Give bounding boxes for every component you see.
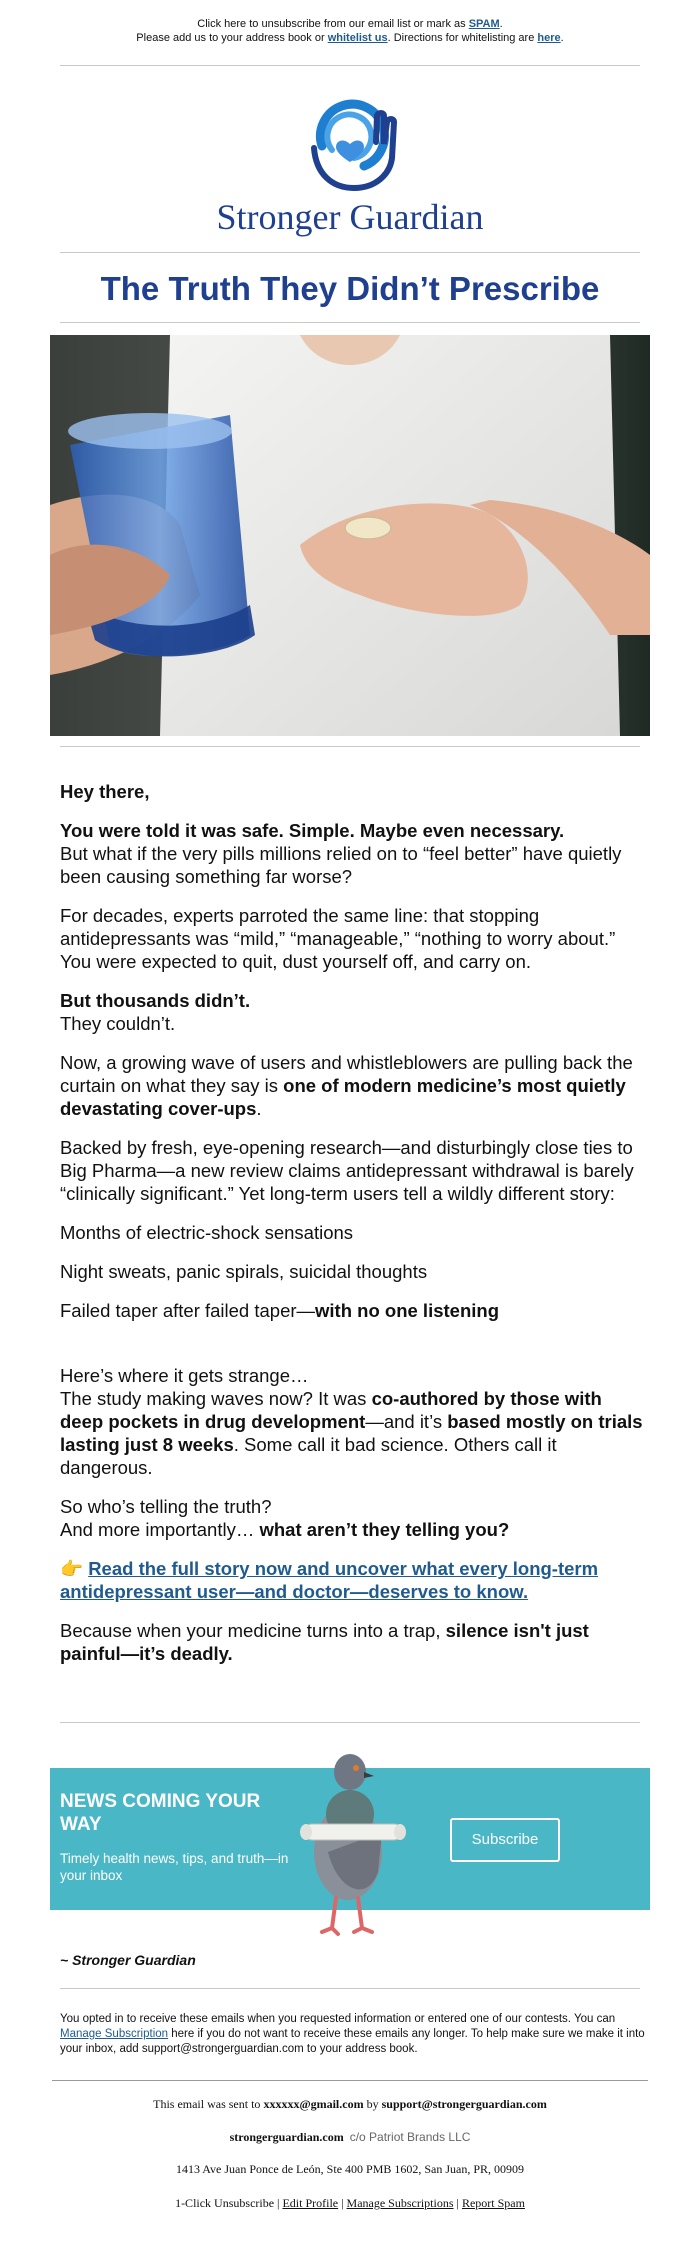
hero-image[interactable]	[50, 335, 650, 736]
footer-links	[0, 2196, 700, 2211]
footer-company-line	[0, 2130, 700, 2145]
greeting: Hey there,	[60, 781, 150, 802]
paragraph-4-start: Now, a growing wave of users and whistleblowers are pulling back the curtain on what they say is	[60, 1052, 633, 1096]
footer-sent-a: This email was sent to	[153, 2097, 264, 2111]
pigeon-mascot	[298, 1742, 408, 1937]
manage-subscription-link[interactable]: Manage Subscription	[60, 2028, 169, 2040]
article-body	[60, 780, 650, 1681]
woman-pill-water-illustration	[50, 335, 650, 736]
banner-title: NEWS COMING YOUR WAY	[60, 1791, 261, 1835]
guardian-heart-hand-icon	[204, 88, 496, 198]
paragraph-2: For decades, experts parroted the same line: that stopping antidepressants was “mild,” “manageable,” “nothing to worry about.” You were expected to quit, dust yourself off, and carry on.	[60, 905, 616, 972]
divider	[60, 322, 640, 323]
opt-in-notice	[60, 2012, 645, 2057]
paragraph-5: Backed by fresh, eye-opening research—and disturbingly close ties to Big Pharma—a new review claims antidepressant withdrawal is barely “clinically significant.” Yet long-term users tell a wildly different story:	[60, 1137, 634, 1204]
whitelist-link[interactable]: whitelist us	[327, 32, 388, 44]
paragraph-7-lead: So who’s telling the truth?	[60, 1496, 272, 1517]
paragraph-3-rest: They couldn’t.	[60, 1013, 176, 1034]
paragraph-8-emphasis: silence isn't just painful—it’s deadly.	[60, 1620, 589, 1664]
here-link[interactable]: here	[537, 32, 561, 44]
paragraph-3	[60, 989, 650, 1035]
list-item-emphasis: with no one listening	[315, 1300, 499, 1321]
footer-sender: support@strongerguardian.com	[381, 2097, 547, 2111]
footer-domain: strongerguardian.com	[229, 2130, 344, 2144]
preheader	[0, 17, 700, 45]
paragraph-1-rest: But what if the very pills millions relied on to “feel better” have quietly been causing something far worse?	[60, 843, 622, 887]
cta-paragraph	[60, 1557, 650, 1603]
manage-subscriptions-link[interactable]: Manage Subscriptions	[346, 2196, 454, 2210]
opt-in-text-a: You opted in to receive these emails when you requested information or entered one of our contests. You can	[60, 2013, 616, 2025]
brand-logo[interactable]	[204, 88, 496, 238]
one-click-unsubscribe[interactable]: 1-Click Unsubscribe	[175, 2196, 275, 2210]
divider	[60, 65, 640, 66]
whitelist-line	[0, 31, 700, 45]
paragraph-4-end: .	[256, 1098, 262, 1119]
paragraph-7-emphasis: what aren’t they telling you?	[259, 1519, 510, 1540]
paragraph-6	[60, 1364, 650, 1479]
list-item: Months of electric-shock sensations	[60, 1222, 354, 1243]
footer-address: 1413 Ave Juan Ponce de León, Ste 400 PMB 1602, San Juan, PR, 00909	[175, 2162, 525, 2176]
list-item	[60, 1299, 650, 1322]
report-spam-link[interactable]: Report Spam	[461, 2196, 525, 2210]
paragraph-6-b: co-authored by those with deep pockets in drug development	[60, 1388, 602, 1432]
paragraph-6-d: based mostly on trials lasting just 8 weeks	[60, 1411, 643, 1455]
footer-sep: |	[274, 2196, 283, 2210]
divider	[60, 746, 640, 747]
divider	[60, 252, 640, 253]
footer-sep: |	[453, 2196, 462, 2210]
brand-name: Stronger Guardian	[216, 197, 484, 237]
divider	[60, 1722, 640, 1723]
signoff: ~ Stronger Guardian	[60, 1952, 196, 1968]
paragraph-4-emphasis: one of modern medicine’s most quietly devastating cover-ups	[60, 1075, 626, 1119]
footer-sep: |	[338, 2196, 347, 2210]
directions-tail: .	[560, 32, 564, 44]
pointing-hand-icon: 👉	[60, 1558, 84, 1579]
paragraph-7	[60, 1495, 650, 1541]
paragraph-6-lead: Here’s where it gets strange…	[60, 1365, 309, 1386]
paragraph-6-a: The study making waves now? It was	[60, 1388, 372, 1409]
edit-profile-link[interactable]: Edit Profile	[282, 2196, 339, 2210]
paragraph-7-a: And more importantly…	[60, 1519, 260, 1540]
page-title: The Truth They Didn’t Prescribe	[100, 270, 600, 307]
paragraph-8	[60, 1619, 650, 1665]
address-book-text: Please add us to your address book or	[136, 32, 328, 44]
subscribe-button[interactable]: Subscribe	[450, 1818, 560, 1862]
paragraph-4	[60, 1051, 650, 1120]
divider	[60, 1988, 640, 1989]
footer-sent-b: by	[363, 2097, 382, 2111]
footer-recipient: xxxxxx@gmail.com	[263, 2097, 364, 2111]
banner-subtitle: Timely health news, tips, and truth—in your inbox	[60, 1851, 289, 1883]
unsubscribe-line	[0, 17, 700, 31]
footer-company: c/o Patriot Brands LLC	[349, 2130, 471, 2144]
list-item-start: Failed taper after failed taper—	[60, 1300, 316, 1321]
paragraph-6-c: —and it’s	[365, 1411, 448, 1432]
list-item: Night sweats, panic spirals, suicidal thoughts	[60, 1261, 428, 1282]
paragraph-8-start: Because when your medicine turns into a trap,	[60, 1620, 446, 1641]
footer-sent-line	[0, 2097, 700, 2112]
divider	[52, 2080, 648, 2081]
pigeon-scroll-icon	[298, 1742, 408, 1937]
paragraph-1	[60, 819, 650, 888]
paragraph-6-e: . Some call it bad science. Others call it dangerous.	[60, 1434, 557, 1478]
paragraph-1-lead: You were told it was safe. Simple. Maybe even necessary.	[60, 820, 565, 841]
spam-link[interactable]: SPAM	[468, 18, 500, 30]
read-full-story-link[interactable]: Read the full story now and uncover what every long-term antidepressant user—and doctor—deserves to know.	[60, 1558, 599, 1602]
unsubscribe-text: Click here to unsubscribe from our email list or mark as	[197, 18, 469, 30]
directions-text: . Directions for whitelisting are	[387, 32, 538, 44]
spam-tail: .	[499, 18, 503, 30]
opt-in-text-b: here if you do not want to receive these emails any longer. To help make sure we make it into your inbox, add support@strongerguardian.com to your address book.	[60, 2028, 645, 2055]
paragraph-3-lead: But thousands didn’t.	[60, 990, 251, 1011]
